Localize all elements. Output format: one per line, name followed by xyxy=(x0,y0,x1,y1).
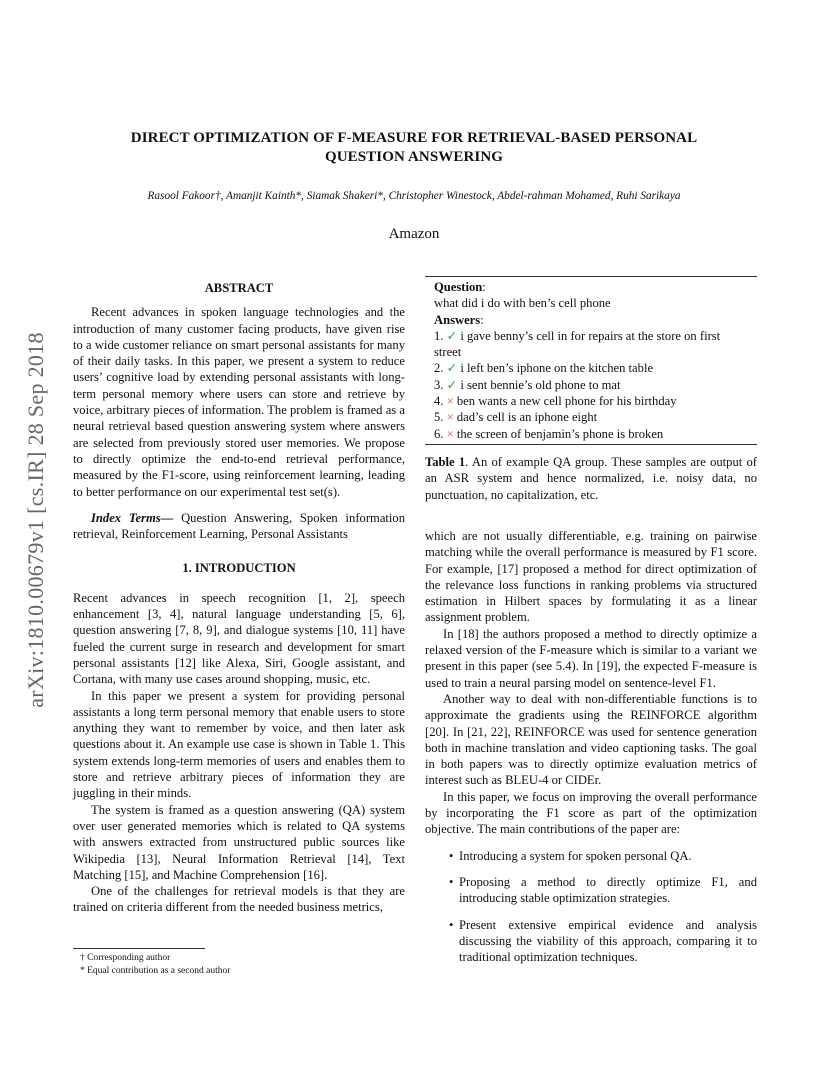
answer-item: 6. × the screen of benjamin’s phone is broken xyxy=(434,426,664,441)
cross-icon: × xyxy=(446,410,454,425)
right-paragraph-2: In [18] the authors proposed a method to directly optimize a relaxed version of the F-measure which is similar to a variant we present in this paper (see 5.4). In [19], the expected F-measure is used to train a neural parsing model on sentence-level F1. xyxy=(425,626,757,690)
footnote-2: * Equal contribution as a second author xyxy=(80,966,231,976)
right-paragraph-3: Another way to deal with non-differentiable functions is to approximate the gradients using the REINFORCE algorithm [20]. In [21, 22], REINFORCE was used for sentence generation both in machine translation and video captioning tasks. The goal in both papers was to directly optimize evaluation metrics of interest such as BLEU-4 or CIDEr. xyxy=(425,691,757,788)
author-list: Rasool Fakoor†, Amanjit Kainth*, Siamak Shakeri*, Christopher Winestock, Abdel-rahman Mohamed, Ruhi Sarikaya xyxy=(147,190,681,202)
intro-paragraph-2: In this paper we present a system for providing personal assistants a long term personal memory that enable users to store anything they want to remember by voice, and then later ask questions about it. An example use case is shown in Table 1. This system extends long-term memories of users and enables them to store and retrieve arbitrary pieces of information they are juggling in their minds. xyxy=(73,688,405,801)
affiliation: Amazon xyxy=(388,226,440,242)
check-icon: ✓ xyxy=(446,328,458,343)
table-body xyxy=(425,277,757,444)
list-item: • Present extensive empirical evidence and analysis discussing the viability of this approach, comparing it to traditional optimization techniques. xyxy=(425,917,757,966)
title-line-2: QUESTION ANSWERING xyxy=(324,149,504,165)
table-caption xyxy=(425,454,757,503)
footnote-rule xyxy=(73,948,205,949)
answer-item: 3. ✓ i sent bennie’s old phone to mat xyxy=(434,377,621,392)
intro-heading: 1. INTRODUCTION xyxy=(182,561,296,576)
footnote-1: † Corresponding author xyxy=(80,953,171,963)
arxiv-stamp xyxy=(6,280,66,760)
intro-paragraph-4: One of the challenges for retrieval models is that they are trained on criteria different from the needed business metrics, xyxy=(73,884,405,915)
caption-label: Table 1 xyxy=(425,455,466,469)
left-column xyxy=(73,280,405,916)
check-icon: ✓ xyxy=(446,361,458,376)
caption-text: . An of example QA group. These samples are output of an ASR system and hence normalized, i.e. noisy data, no punctuation, no capitalization, etc. xyxy=(425,455,757,502)
index-terms-text: Question Answering, Spoken information retrieval, Reinforcement Learning, Personal Assistants xyxy=(73,510,405,542)
right-paragraph-1: which are not usually differentiable, e.g. training on pairwise matching while the overall performance is measured by F1 score. For example, [17] proposed a method for direct optimization of the relevance loss functions in ranking problems via structured estimation in Hilbert spaces by formulating it as a linear assignment problem. xyxy=(425,529,757,625)
title-line-1: DIRECT OPTIMIZATION OF F-MEASURE FOR RETRIEVAL-BASED PERSONAL xyxy=(130,130,698,146)
answer-item: 1. ✓ i gave benny’s cell in for repairs at the store on first street xyxy=(434,328,721,360)
abstract-heading: ABSTRACT xyxy=(204,281,274,295)
question-text: what did i do with ben’s cell phone xyxy=(434,296,611,311)
answers-row: Answers: xyxy=(434,312,484,327)
index-terms xyxy=(73,510,405,543)
abstract-text: Recent advances in spoken language technologies and the introduction of many customer facing products, have given rise to a wide customer reliance on smart personal assistants for many of their daily tasks. In this paper, we present a system to reduce users’ cognitive load by extending personal assistants with long-term personal memory where users can store and retrieve by voice, arbitrary pieces of information. The problem is framed as a neural retrieval based question answering system where answers are selected from previously stored user memories. We propose to directly optimize the end-to-end retrieval performance, measured by the F1-score, using reinforcement learning, leading to better performance on our experimental test set(s). xyxy=(73,305,405,499)
contribution-list xyxy=(425,848,757,966)
question-label: Question xyxy=(434,280,483,294)
answer-item: 4. × ben wants a new cell phone for his birthday xyxy=(434,394,677,409)
right-paragraph-4: In this paper, we focus on improving the overall performance by incorporating the F1 score as part of the optimization objective. The main contributions of the paper are: xyxy=(425,789,757,837)
list-item: • Proposing a method to directly optimize F1, and introducing stable optimization strategies. xyxy=(425,874,757,907)
question-row: Question: xyxy=(434,280,486,294)
paper-title xyxy=(100,129,728,167)
table-1 xyxy=(425,276,757,445)
arxiv-stamp-text: arXiv:1810.00679v1 [cs.IR] 28 Sep 2018 xyxy=(23,332,48,708)
check-icon: ✓ xyxy=(446,377,458,392)
intro-paragraph-3: The system is framed as a question answering (QA) system over user generated memories which is related to QA systems with answers extracted from unstructured public sources like Wikipedia [13], Neural Information Retrieval [14], Text Matching [15], and Machine Comprehension [16]. xyxy=(73,802,405,882)
footnotes xyxy=(80,952,230,978)
cross-icon: × xyxy=(446,394,454,409)
table-bottom-rule xyxy=(425,444,757,445)
intro-paragraph-1: Recent advances in speech recognition [1, 2], speech enhancement [3, 4], natural language understanding [5, 6], question answering [7, 8, 9], and dialogue systems [10, 11] have fueled the current surge in research and development for smart personal assistants [12] like Alexa, Siri, Google assistant, and Cortana, with many use cases around shopping, music, etc. xyxy=(73,590,405,687)
answer-item: 5. × dad’s cell is an iphone eight xyxy=(434,410,598,425)
answers-label: Answers xyxy=(434,312,481,327)
answer-item: 2. ✓ i left ben’s iphone on the kitchen table xyxy=(434,361,654,376)
cross-icon: × xyxy=(446,426,454,441)
index-terms-label: Index Terms— xyxy=(91,510,174,525)
right-column xyxy=(425,528,757,965)
list-item: • Introducing a system for spoken personal QA. xyxy=(425,848,757,864)
